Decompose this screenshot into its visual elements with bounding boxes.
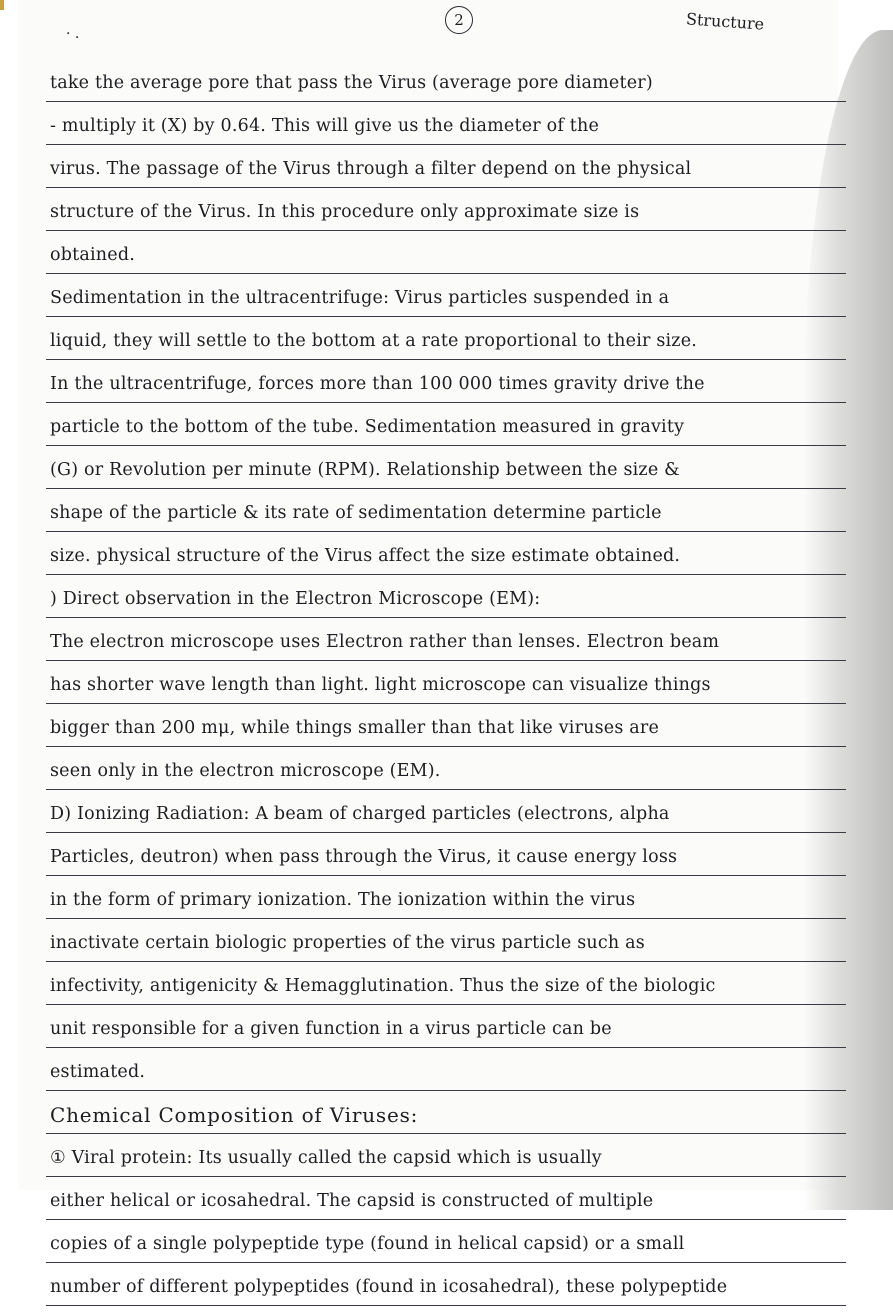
text-line: Sedimentation in the ultracentrifuge: Virus particles suspended in a [46,283,846,317]
text-line: size. physical structure of the Virus affect the size estimate obtained. [46,541,846,575]
text-line: estimated. [46,1057,846,1091]
text-line: The electron microscope uses Electron rather than lenses. Electron beam [46,627,846,661]
stray-dots: · . [66,26,80,42]
text-line: particle to the bottom of the tube. Sedimentation measured in gravity [46,412,846,446]
handwritten-text [46,68,846,1315]
text-line: number of different polypeptides (found in icosahedral), these polypeptide [46,1272,846,1306]
text-line: In the ultracentrifuge, forces more than 100 000 times gravity drive the [46,369,846,403]
text-line: infectivity, antigenicity & Hemagglutination. Thus the size of the biologic [46,971,846,1005]
text-line: take the average pore that pass the Virus (average pore diameter) [46,68,846,102]
corner-mark [0,0,4,10]
text-line: unit responsible for a given function in a virus particle can be [46,1014,846,1048]
text-line: inactivate certain biologic properties of the virus particle such as [46,928,846,962]
text-line: obtained. [46,240,846,274]
text-line: virus. The passage of the Virus through a filter depend on the physical [46,154,846,188]
text-line: ) Direct observation in the Electron Microscope (EM): [46,584,846,618]
text-line: ① Viral protein: Its usually called the capsid which is usually [46,1143,846,1177]
page-number: 2 [445,6,473,34]
section-heading: Chemical Composition of Viruses: [46,1100,846,1134]
text-line: liquid, they will settle to the bottom at a rate proportional to their size. [46,326,846,360]
text-line: shape of the particle & its rate of sedimentation determine particle [46,498,846,532]
text-line: (G) or Revolution per minute (RPM). Relationship between the size & [46,455,846,489]
text-line: in the form of primary ionization. The ionization within the virus [46,885,846,919]
text-line: either helical or icosahedral. The capsid is constructed of multiple [46,1186,846,1220]
text-line: seen only in the electron microscope (EM). [46,756,846,790]
text-line: copies of a single polypeptide type (found in helical capsid) or a small [46,1229,846,1263]
text-line: Particles, deutron) when pass through the Virus, it cause energy loss [46,842,846,876]
text-line: D) Ionizing Radiation: A beam of charged particles (electrons, alpha [46,799,846,833]
text-line: has shorter wave length than light. light microscope can visualize things [46,670,846,704]
text-line: structure of the Virus. In this procedure only approximate size is [46,197,846,231]
text-line: - multiply it (X) by 0.64. This will give us the diameter of the [46,111,846,145]
corner-label: Structure [685,9,765,34]
text-line: bigger than 200 mμ, while things smaller than that like viruses are [46,713,846,747]
